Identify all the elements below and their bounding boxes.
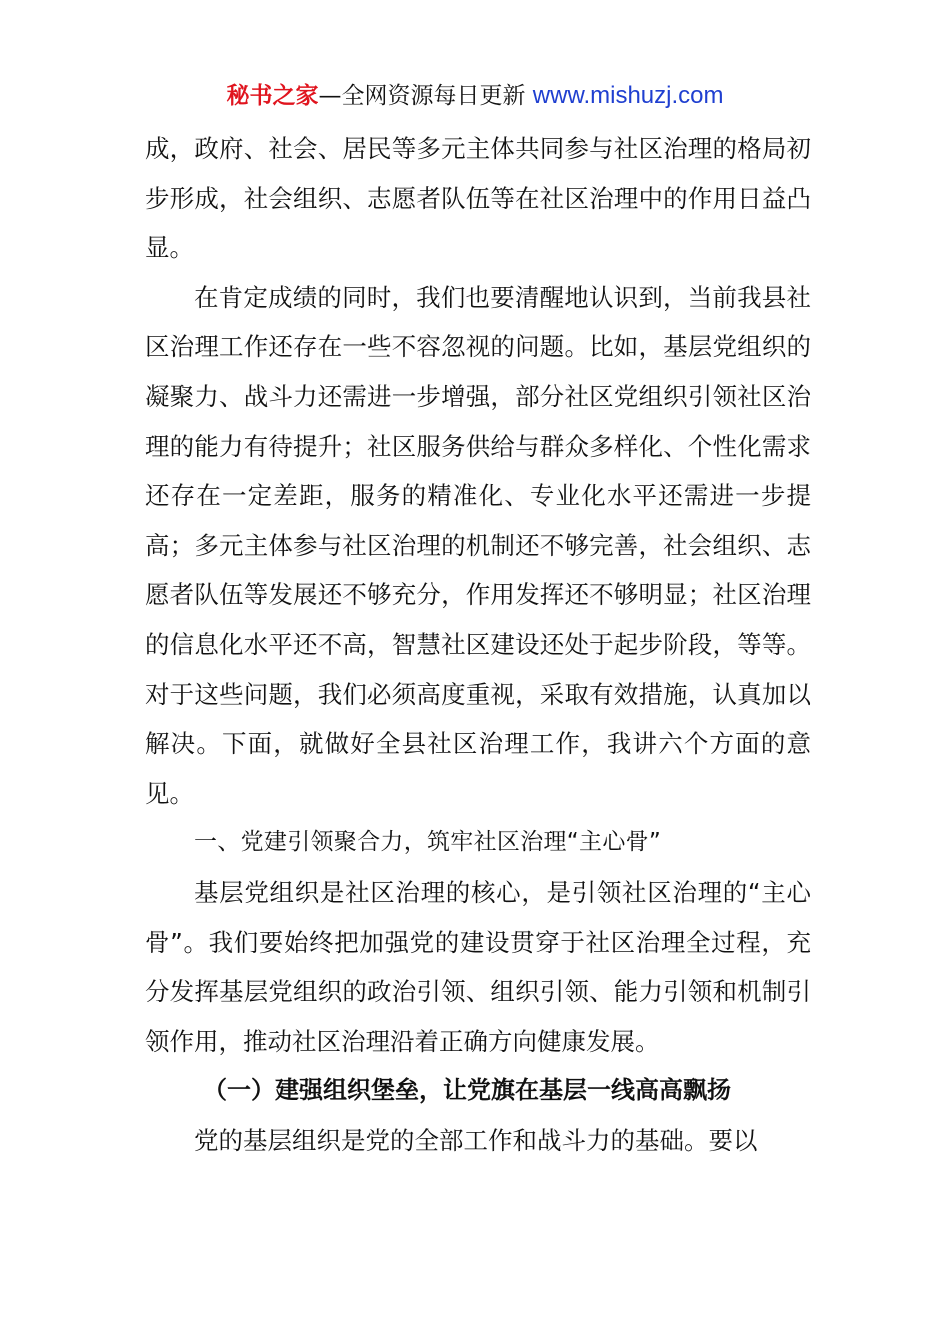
paragraph-problems: 在肯定成绩的同时，我们也要清醒地认识到，当前我县社区治理工作还存在一些不容忽视的问题。比如，基层党组织的凝聚力、战斗力还需进一步增强，部分社区党组织引领社区治理的能力有待提升；社区服务供给与群众多样化、个性化需求还存在一定差距，服务的精准化、专业化水平还需进一步提高；多元主体参与社区治理的机制还不够完善，社会组织、志愿者队伍等发展还不够充分，作用发挥还不够明显；社区治理的信息化水平还不高，智慧社区建设还处于起步阶段，等等。对于这些问题，我们必须高度重视，采取有效措施，认真加以解决。下面，就做好全县社区治理工作，我讲六个方面的意见。 [145,282,811,808]
paragraph-foundation: 党的基层组织是党的全部工作和战斗力的基础。要以 [194,1125,758,1155]
header-brand: 秘书之家 [226,83,319,109]
subsection-heading-1: （一）建强组织堡垒，让党旗在基层一线高高飘扬 [203,1076,731,1105]
header-tagline: —全网资源每日更新 [318,83,533,109]
paragraph-party-core: 基层党组织是社区治理的核心，是引领社区治理的“主心骨”。我们要始终把加强党的建设贯穿于社区治理全过程，充分发挥基层党组织的政治引领、组织引领、能力引领和机制引领作用，推动社区治理沿着正确方向健康发展。 [145,877,811,1056]
page-header [0,80,950,112]
section-heading-1: 一、党建引领聚合力，筑牢社区治理“主心骨” [194,829,662,856]
header-url-link[interactable]: www.mishuzj.com [532,82,724,109]
document-body [145,124,811,1165]
paragraph-continuation: 成，政府、社会、居民等多元主体共同参与社区治理的格局初步形成，社会组织、志愿者队伍等在社区治理中的作用日益凸显。 [145,134,811,263]
